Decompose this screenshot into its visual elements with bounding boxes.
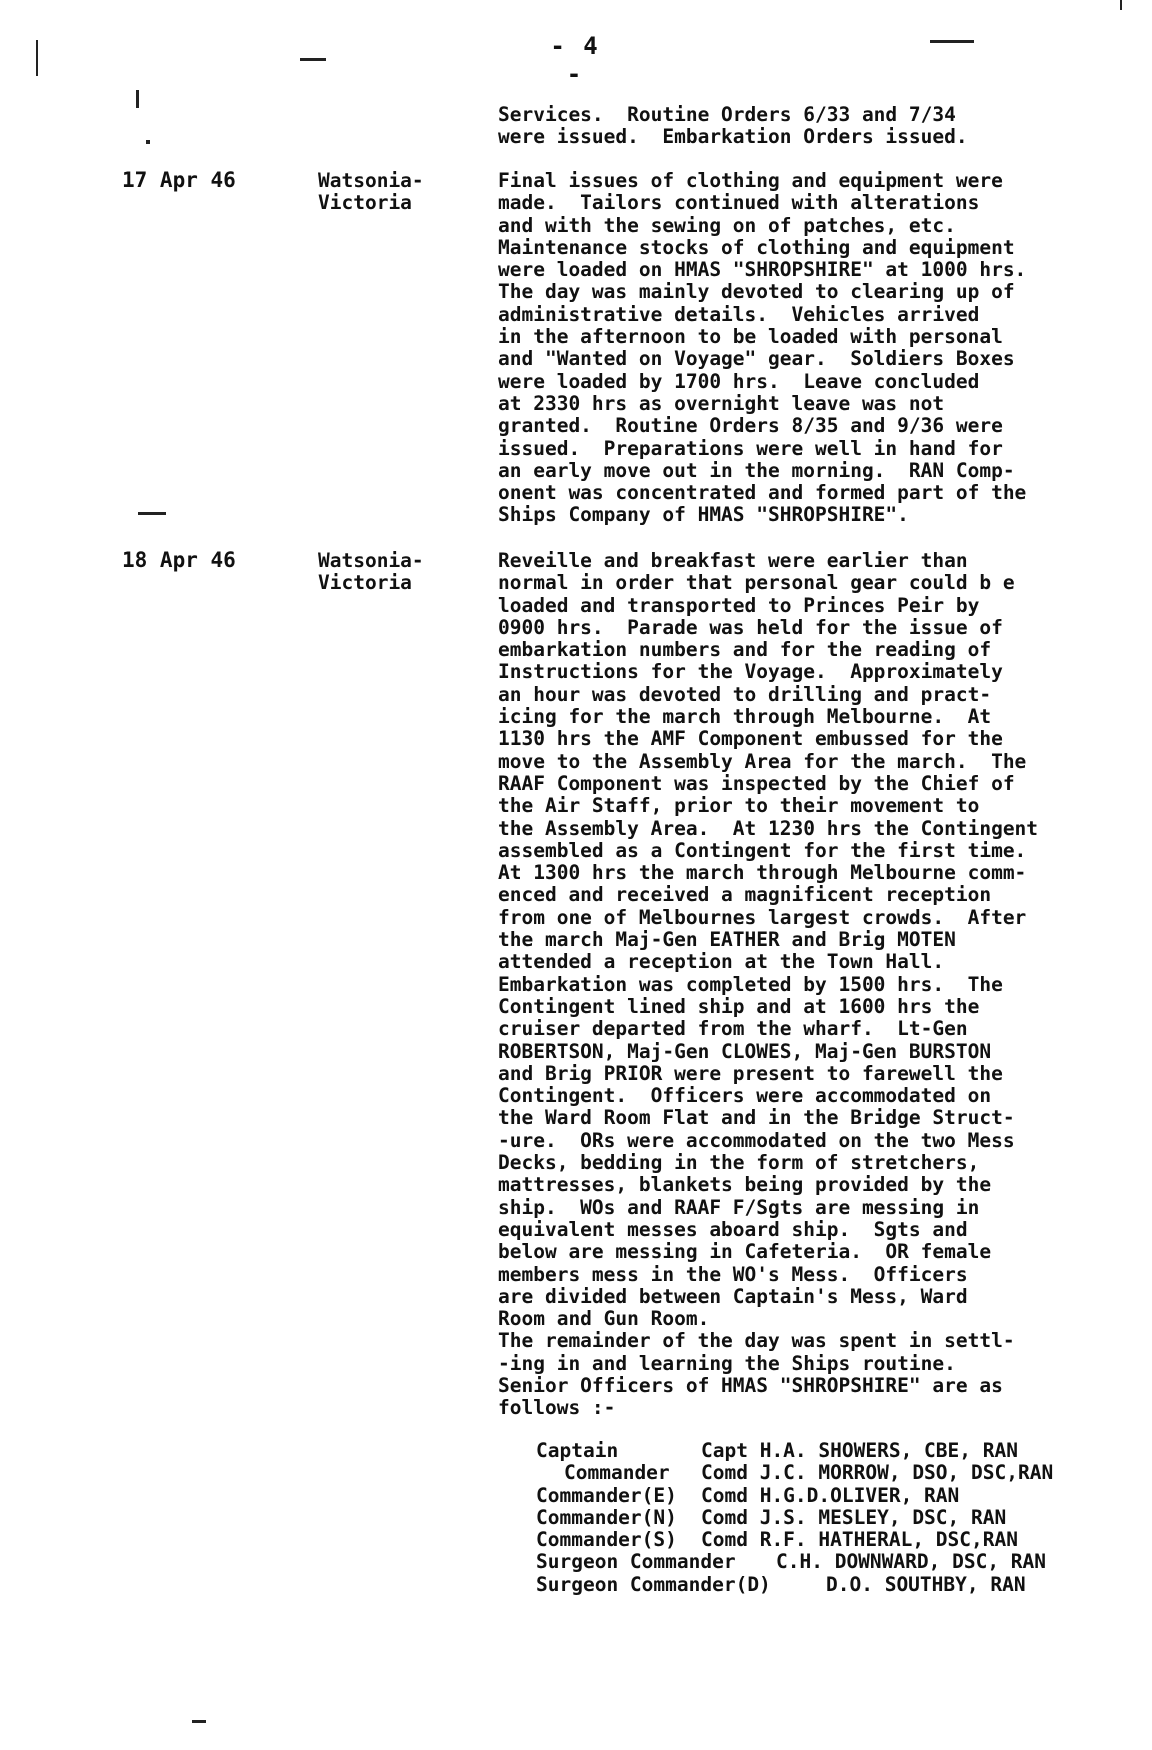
officer-row: [536, 1574, 1146, 1596]
entry-text: Reveille and breakfast were earlier than normal in order that personal gear could b e loaded and transported to Princes Peir by 0900 hrs. Parade was held for the issue of embarkation numbers and for the reading of Instructions for the Voyage. Approximately an hour was devoted to drilling and pract- icing for the march through Melbourne. At 1130 hrs the AMF Component embussed for the move to the Assembly Area for the march. The RAAF Component was inspected by the Chief of the Air Staff, prior to their movement to the Assembly Area. At 1230 hrs the Contingent assembled as a Contingent for the first time. At 1300 hrs the march through Melbourne comm- enced and received a magnificent reception from one of Melbournes largest crowds. After the march Maj-Gen EATHER and Brig MOTEN attended a reception at the Town Hall. Embarkation was completed by 1500 hrs. The Contingent lined ship and at 1600 hrs the cruiser departed from the wharf. Lt-Gen ROBERTSON, Maj-Gen CLOWES, Maj-Gen BURSTON and Brig PRIOR were present to farewell the Contingent. Officers were accommodated on the Ward Room Flat and in the Bridge Struct- -ure. ORs were accommodated on the two Mess Decks, bedding in the form of stretchers, mattresses, blankets being provided by the ship. WOs and RAAF F/Sgts are messing in equivalent messes aboard ship. Sgts and below are messing in Cafeteria. OR female members mess in the WO's Mess. Officers are divided between Captain's Mess, Ward Room and Gun Room. The remainder of the day was spent in settl- -ing in and learning the Ships routine. Senior Officers of HMAS "SHROPSHIRE" are as follows :-: [498, 549, 1039, 1420]
officer-row: [536, 1485, 1146, 1507]
scan-artifact: [146, 140, 150, 144]
officer-title: Surgeon Commander(D): [536, 1572, 771, 1596]
scan-artifact: [930, 40, 974, 43]
entry-place: Watsonia- Victoria: [318, 549, 424, 595]
officer-title: Commander(N): [536, 1505, 677, 1529]
officer-row: [536, 1507, 1146, 1529]
scan-artifact: [192, 1720, 206, 1723]
officer-row: [536, 1529, 1146, 1551]
officer-row: [536, 1551, 1146, 1573]
entry-text: Final issues of clothing and equipment were made. Tailors continued with alterations and with the sewing on of patches, etc. Maintenance stocks of clothing and equipment were loaded on HMAS "SHROPSHIRE" at 1000 hrs. The day was mainly devoted to clearing up of administrative details. Vehicles arrived in the afternoon to be loaded with personal and "Wanted on Voyage" gear. Soldiers Boxes were loaded by 1700 hrs. Leave concluded at 2330 hrs as overnight leave was not granted. Routine Orders 8/35 and 9/36 were issued. Preparations were well in hand for an early move out in the morning. RAN Comp- onent was concentrated and formed part of the Ships Company of HMAS "SHROPSHIRE".: [498, 169, 1027, 527]
officer-title: Commander(S): [536, 1528, 677, 1552]
officer-name: Comd J.S. MESLEY, DSC, RAN: [701, 1505, 1007, 1529]
officer-name: C.H. DOWNWARD, DSC, RAN: [776, 1550, 1047, 1574]
officer-title: Commander(E): [536, 1483, 677, 1507]
officer-row: [536, 1462, 1146, 1484]
scan-artifact: [136, 90, 139, 108]
entry-date: 17 Apr 46: [122, 168, 236, 192]
scan-artifact: [300, 58, 326, 61]
officer-name: Comd H.G.D.OLIVER, RAN: [701, 1483, 960, 1507]
officer-title: Surgeon Commander: [536, 1550, 736, 1574]
scan-artifact: [138, 512, 166, 515]
officer-row: [536, 1440, 1146, 1462]
officer-title: Captain: [536, 1439, 619, 1462]
officer-name: Comd J.C. MORROW, DSO, DSC,RAN: [701, 1461, 1054, 1485]
officer-name: Comd R.F. HATHERAL, DSC,RAN: [701, 1528, 1018, 1552]
officer-name: D.O. SOUTHBY, RAN: [826, 1572, 1026, 1596]
scan-artifact: [36, 40, 38, 76]
page-number: - 4 -: [550, 32, 600, 88]
scan-artifact: [1120, 0, 1122, 10]
entry-place: Watsonia- Victoria: [318, 169, 424, 215]
officer-title: Commander: [564, 1461, 670, 1485]
officer-name: Capt H.A. SHOWERS, CBE, RAN: [701, 1439, 1018, 1462]
entry-date: 18 Apr 46: [122, 548, 236, 572]
continuation-text: Services. Routine Orders 6/33 and 7/34 were issued. Embarkation Orders issued.: [498, 103, 968, 149]
